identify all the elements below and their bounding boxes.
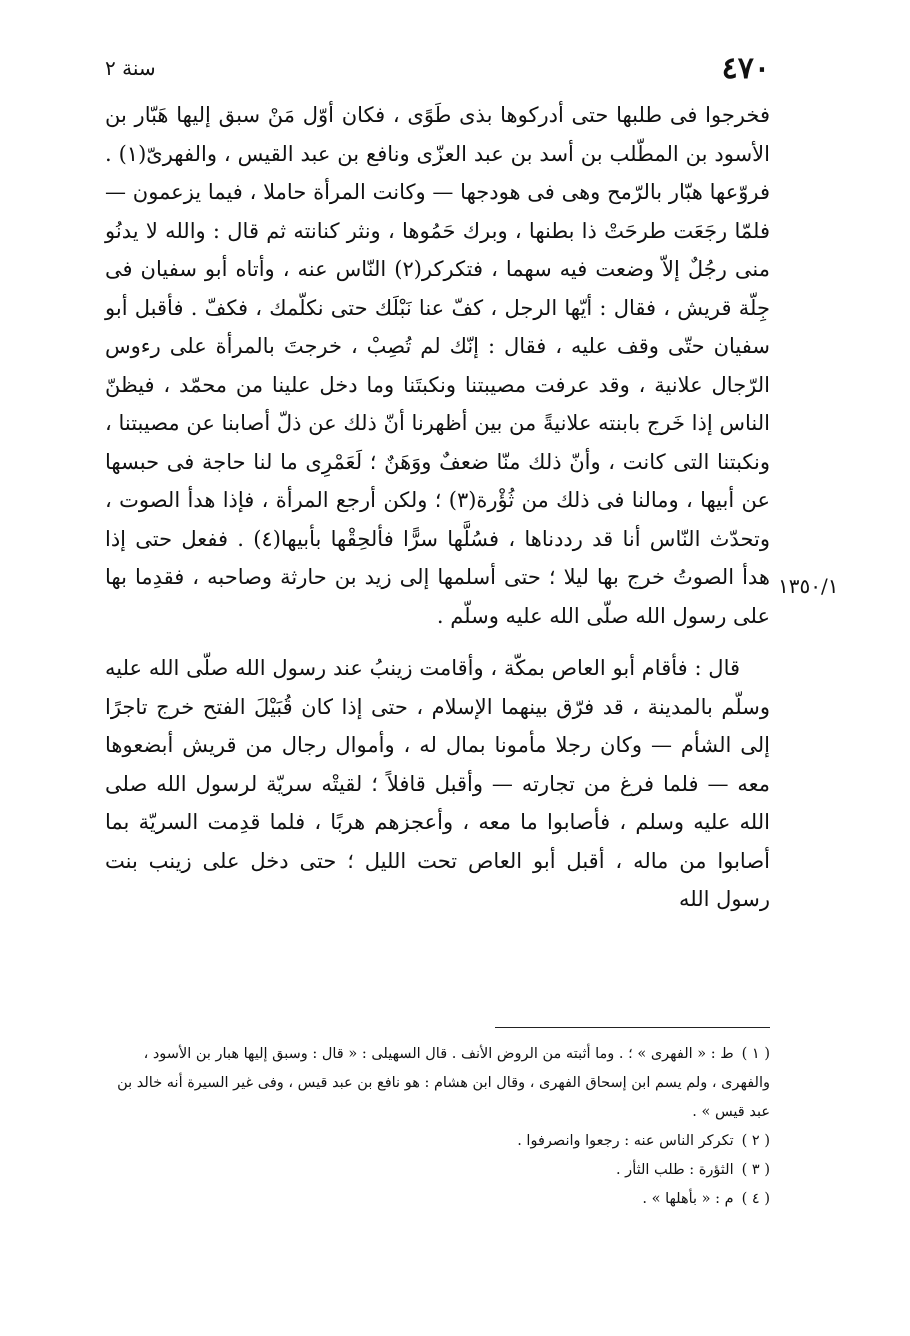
footnote-number: ( ١ ) <box>741 1046 770 1062</box>
footnote-number: ( ٤ ) <box>741 1191 770 1207</box>
footnotes <box>105 1040 770 1214</box>
page-number: ٤٧٠ <box>721 50 770 86</box>
page-header <box>105 48 770 88</box>
footnote-number: ( ٣ ) <box>741 1162 770 1178</box>
footnote-text: الثؤرة : طلب الثأر . <box>615 1162 734 1178</box>
margin-reference: ١٣٥٠/١ <box>778 574 839 598</box>
footnote-text: ط : « الفهرى » ؛ . وما أثبته من الروض الأنف . قال السهيلى : « قال : وسبق إليها هبار بن الأسود ، والفهرى ، ولم يسم ابن إسحاق الفهرى ، وقال ابن هشام : هو نافع بن عبد قيس ، وفى غير السيرة أنه خالد بن عبد قيس » . <box>117 1046 770 1120</box>
footnote-number: ( ٢ ) <box>741 1133 770 1149</box>
main-text <box>105 96 770 919</box>
paragraph-1: فخرجوا فى طلبها حتى أدركوها بذى طَوًى ، فكان أوّل مَنْ سبق إليها هَبّار بن الأسود بن المطّلب بن أسد بن عبد العزّى ونافع بن عبد القيس ، والفهرىّ(١) . فروّعها هبّار بالرّمح وهى فى هودجها — وكانت المرأة حاملا ، فيما يزعمون — فلمّا رجَعَت طرحَتْ ذا بطنها ، وبرك حَمُوها ، ونثر كنانته ثم قال : والله لا يدنُو منى رجُلٌ إلاّ وضعت فيه سهما ، فتكركر(٢) النّاس عنه ، وأتاه أبو سفيان فى جِلّة قريش ، فقال : أيّها الرجل ، كفّ عنا نَبْلَك حتى نكلّمك ، فكفّ . فأقبل أبو سفيان حتّى وقف عليه ، فقال : إنّك لم تُصِبْ ، خرجتَ بالمرأة على رءوس الرّجال علانية ، وقد عرفت مصيبتنا ونكبتَنا وما دخل علينا من محمّد ، فيظنّ الناس إذا خَرج بابنته علانيةً من بين أظهرنا أنّ ذلك عن ذلّ أصابنا عن مصيبتنا ، ونكبتنا التى كانت ، وأنّ ذلك منّا ضعفٌ ووَهَنٌ ؛ لَعَمْرِى ما لنا حاجة فى حبسها عن أبيها ، ومالنا فى ذلك من ثُؤْرة(٣) ؛ ولكن أرجع المرأة ، فإذا هدأ الصوت ، وتحدّث النّاس أنا قد رددناها ، فسُلَّها سرًّا فألحِقْها بأبيها(٤) . ففعل حتى إذا هدأ الصوتُ خرج بها ليلا ؛ حتى أسلمها إلى زيد بن حارثة وصاحبه ، فقدِما بها على رسول الله صلّى الله عليه وسلّم . <box>105 103 770 628</box>
footnote-3 <box>105 1156 770 1185</box>
footnote-1 <box>105 1040 770 1127</box>
footnote-text: م : « بأهلها » . <box>642 1191 734 1207</box>
year-label: سنة ٢ <box>105 56 156 80</box>
footnote-4 <box>105 1185 770 1214</box>
paragraph-2: قال : فأقام أبو العاص بمكّة ، وأقامت زينبُ عند رسول الله صلّى الله عليه وسلّم بالمدينة ، قد فرّق بينهما الإسلام ، حتى إذا كان قُبَيْلَ الفتح خرج تاجرًا إلى الشأم — وكان رجلا مأمونا بمال له ، وأموال رجال من قريش أبضعوها معه — فلما فرغ من تجارته — وأقبل قافلاً ؛ لقيتْه سريّة لرسول الله صلى الله عليه وسلم ، فأصابوا ما معه ، وأعجزهم هربًا ، فلما قدِمت السريّة بما أصابوا من ماله ، أقبل أبو العاص تحت الليل ؛ حتى دخل على زينب بنت رسول الله <box>105 656 770 911</box>
footnote-text: تكركر الناس عنه : رجعوا وانصرفوا . <box>517 1133 734 1149</box>
footnote-2 <box>105 1127 770 1156</box>
footnote-divider <box>495 1027 770 1028</box>
